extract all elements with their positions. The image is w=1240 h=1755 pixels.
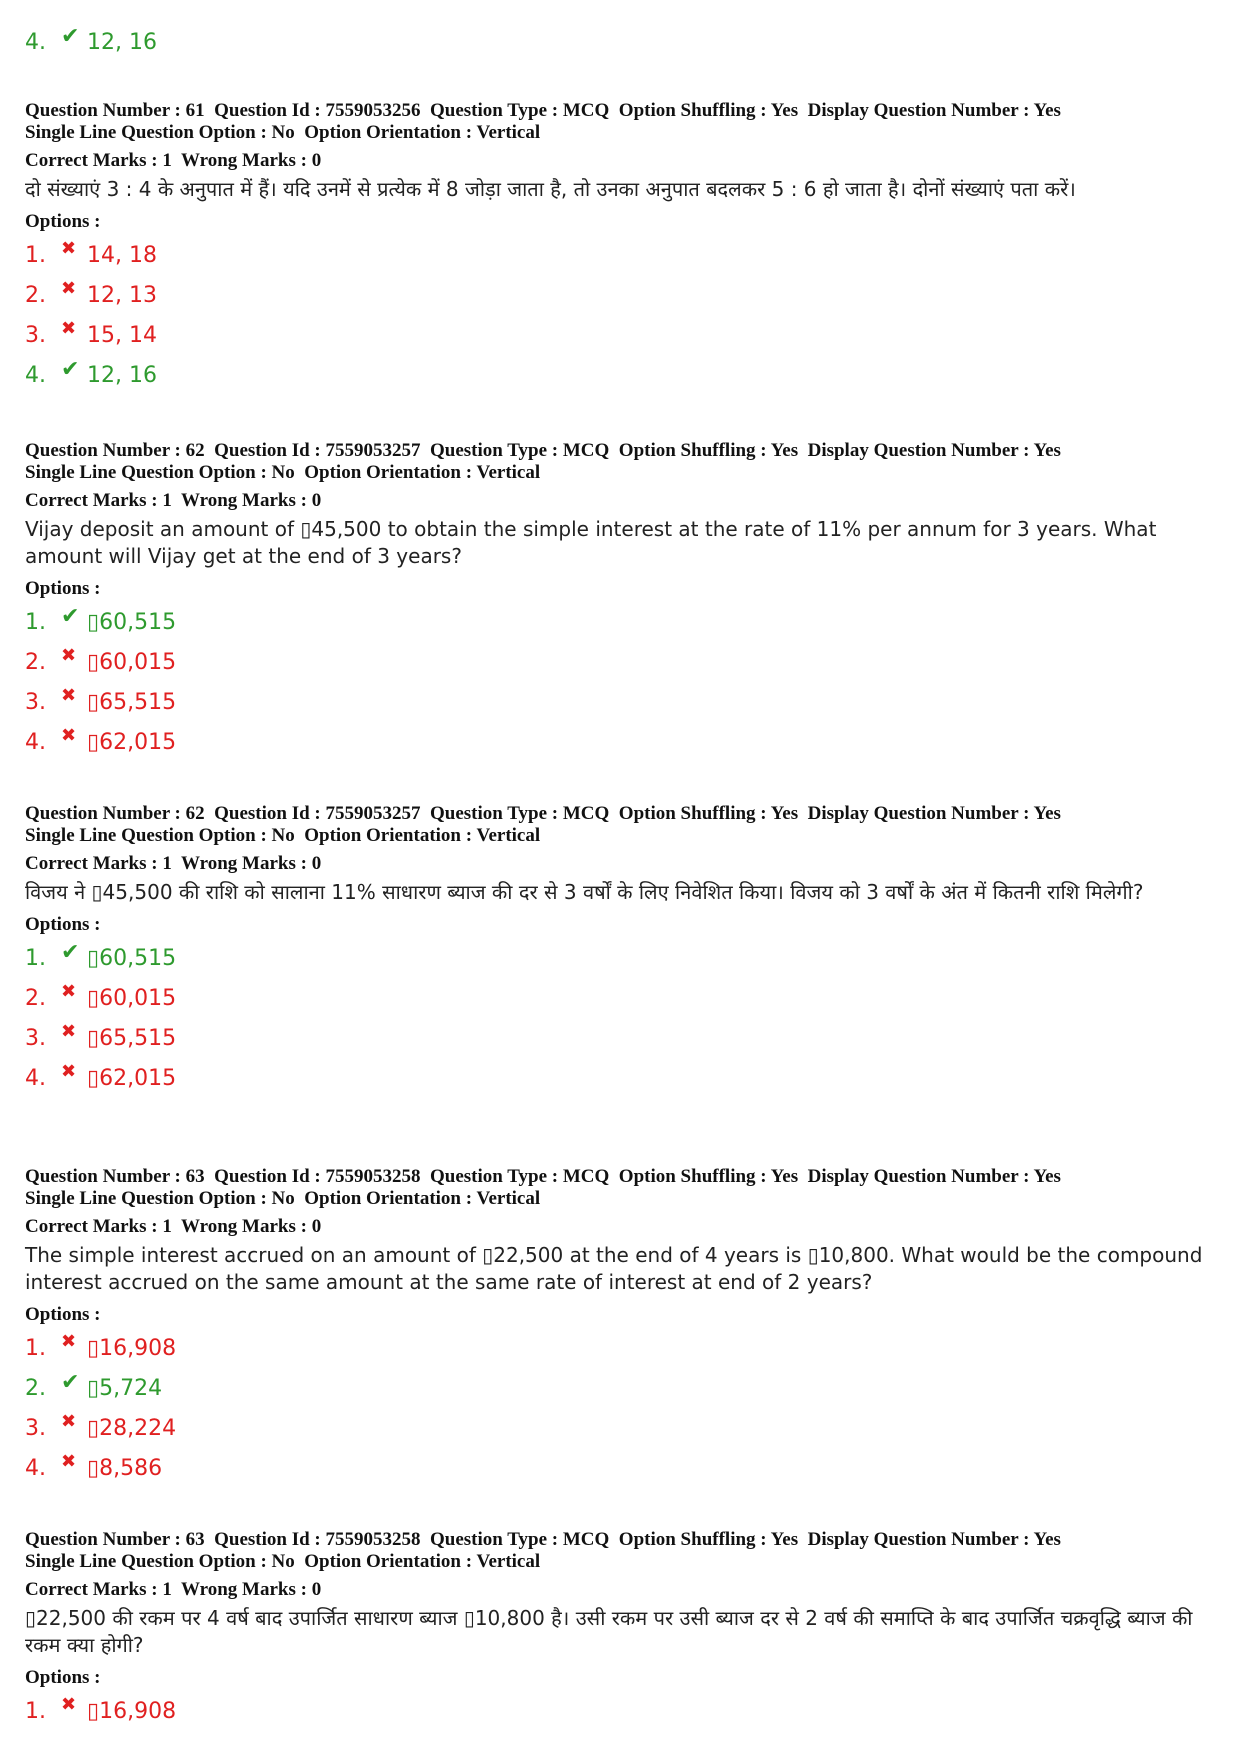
option-row (25, 1408, 1215, 1448)
option-number: 2. (25, 282, 46, 308)
question-marks: Correct Marks : 1 Wrong Marks : 0 (25, 490, 322, 511)
cross-icon: ✖ (61, 277, 77, 299)
cross-icon: ✖ (61, 684, 77, 706)
question-text: विजय ने ▯45,500 की राशि को सालाना 11% साधारण ब्याज की दर से 3 वर्षों के लिए निवेशित किया। विजय को 3 वर्षों के अंत में कितनी राशि मिलेगी? (25, 880, 1144, 904)
option-number: 4. (25, 362, 46, 388)
question-options-meta: Single Line Question Option : No Option Orientation : Vertical (25, 1188, 541, 1209)
option-text: ▯16,908 (87, 1698, 177, 1724)
option-row (25, 1328, 1215, 1368)
question-meta: Question Number : 62 Question Id : 7559053257 Question Type : MCQ Option Shuffling : Yes Display Question Number : Yes (25, 803, 1061, 824)
option-number: 4. (25, 1455, 46, 1481)
option-row (25, 355, 1215, 395)
question-text: ▯22,500 की रकम पर 4 वर्ष बाद उपार्जित साधारण ब्याज ▯10,800 है। उसी रकम पर उसी ब्याज दर से 2 वर्ष की समाप्ति के बाद उपार्जित चक्रवृद्धि ब्याज की रकम क्या होगी? (25, 1606, 1193, 1657)
option-text: 12, 16 (87, 29, 157, 55)
option-number: 1. (25, 609, 46, 635)
option-text: ▯65,515 (87, 689, 177, 715)
question-options-meta: Single Line Question Option : No Option Orientation : Vertical (25, 122, 541, 143)
option-number: 1. (25, 1698, 46, 1724)
question-marks: Correct Marks : 1 Wrong Marks : 0 (25, 853, 322, 874)
option-text: ▯16,908 (87, 1335, 177, 1361)
options-label: Options : (25, 1304, 101, 1325)
question-block (25, 1166, 1215, 1488)
option-row (25, 235, 1215, 275)
option-text: ▯28,224 (87, 1415, 177, 1441)
question-meta: Question Number : 63 Question Id : 7559053258 Question Type : MCQ Option Shuffling : Yes Display Question Number : Yes (25, 1166, 1061, 1187)
question-meta: Question Number : 62 Question Id : 7559053257 Question Type : MCQ Option Shuffling : Yes Display Question Number : Yes (25, 440, 1061, 461)
option-row (25, 1058, 1215, 1098)
cross-icon: ✖ (61, 724, 77, 746)
option-text: ▯65,515 (87, 1025, 177, 1051)
question-options-meta: Single Line Question Option : No Option Orientation : Vertical (25, 1551, 541, 1572)
cross-icon: ✖ (61, 317, 77, 339)
option-number: 1. (25, 945, 46, 971)
option-text: ▯5,724 (87, 1375, 163, 1401)
check-icon: ✔ (61, 603, 80, 629)
options-label: Options : (25, 914, 101, 935)
options-label: Options : (25, 211, 101, 232)
question-marks: Correct Marks : 1 Wrong Marks : 0 (25, 1216, 322, 1237)
option-number: 3. (25, 1025, 46, 1051)
option-row (25, 22, 1215, 62)
question-options-meta: Single Line Question Option : No Option Orientation : Vertical (25, 462, 541, 483)
option-number: 3. (25, 689, 46, 715)
option-row (25, 275, 1215, 315)
cross-icon: ✖ (61, 980, 77, 1002)
option-row (25, 1691, 1215, 1731)
question-block (25, 100, 1215, 395)
cross-icon: ✖ (61, 1060, 77, 1082)
option-row (25, 1368, 1215, 1408)
question-text: Vijay deposit an amount of ▯45,500 to obtain the simple interest at the rate of 11% per annum for 3 years. What amount will Vijay get at the end of 3 years? (25, 517, 1157, 568)
question-meta: Question Number : 63 Question Id : 7559053258 Question Type : MCQ Option Shuffling : Yes Display Question Number : Yes (25, 1529, 1061, 1550)
option-number: 4. (25, 29, 46, 55)
option-number: 3. (25, 1415, 46, 1441)
option-number: 2. (25, 985, 46, 1011)
check-icon: ✔ (61, 939, 80, 965)
check-icon: ✔ (61, 356, 80, 382)
option-number: 2. (25, 649, 46, 675)
question-marks: Correct Marks : 1 Wrong Marks : 0 (25, 150, 322, 171)
option-text: 15, 14 (87, 322, 157, 348)
prev-question-tail (25, 22, 1215, 62)
option-number: 2. (25, 1375, 46, 1401)
option-number: 1. (25, 1335, 46, 1361)
question-block (25, 1529, 1215, 1731)
option-row (25, 1448, 1215, 1488)
option-text: 12, 16 (87, 362, 157, 388)
option-text: ▯60,015 (87, 985, 177, 1011)
option-number: 4. (25, 1065, 46, 1091)
option-row (25, 642, 1215, 682)
options-label: Options : (25, 578, 101, 599)
question-block (25, 440, 1215, 762)
option-number: 4. (25, 729, 46, 755)
question-marks: Correct Marks : 1 Wrong Marks : 0 (25, 1579, 322, 1600)
cross-icon: ✖ (61, 1330, 77, 1352)
option-row (25, 722, 1215, 762)
question-block (25, 803, 1215, 1098)
option-number: 1. (25, 242, 46, 268)
option-text: 14, 18 (87, 242, 157, 268)
question-text: दो संख्याएं 3 : 4 के अनुपात में हैं। यदि उनमें से प्रत्येक में 8 जोड़ा जाता है, तो उनका अनुपात बदलकर 5 : 6 हो जाता है। दोनों संख्याएं पता करें। (25, 177, 1076, 201)
question-meta: Question Number : 61 Question Id : 7559053256 Question Type : MCQ Option Shuffling : Yes Display Question Number : Yes (25, 100, 1061, 121)
question-text: The simple interest accrued on an amount of ▯22,500 at the end of 4 years is ▯10,800. What would be the compound interest accrued on the same amount at the same rate of interest at end of 2 years? (25, 1243, 1203, 1294)
cross-icon: ✖ (61, 644, 77, 666)
cross-icon: ✖ (61, 237, 77, 259)
question-options-meta: Single Line Question Option : No Option Orientation : Vertical (25, 825, 541, 846)
cross-icon: ✖ (61, 1450, 77, 1472)
option-text: ▯62,015 (87, 1065, 177, 1091)
cross-icon: ✖ (61, 1020, 77, 1042)
options-label: Options : (25, 1667, 101, 1688)
option-text: ▯62,015 (87, 729, 177, 755)
option-row (25, 682, 1215, 722)
check-icon: ✔ (61, 23, 80, 49)
option-number: 3. (25, 322, 46, 348)
option-row (25, 978, 1215, 1018)
option-text: ▯60,515 (87, 945, 177, 971)
cross-icon: ✖ (61, 1693, 77, 1715)
option-row (25, 602, 1215, 642)
option-text: ▯8,586 (87, 1455, 163, 1481)
cross-icon: ✖ (61, 1410, 77, 1432)
option-row (25, 1018, 1215, 1058)
check-icon: ✔ (61, 1369, 80, 1395)
option-text: 12, 13 (87, 282, 157, 308)
option-text: ▯60,015 (87, 649, 177, 675)
option-row (25, 315, 1215, 355)
option-text: ▯60,515 (87, 609, 177, 635)
option-row (25, 938, 1215, 978)
